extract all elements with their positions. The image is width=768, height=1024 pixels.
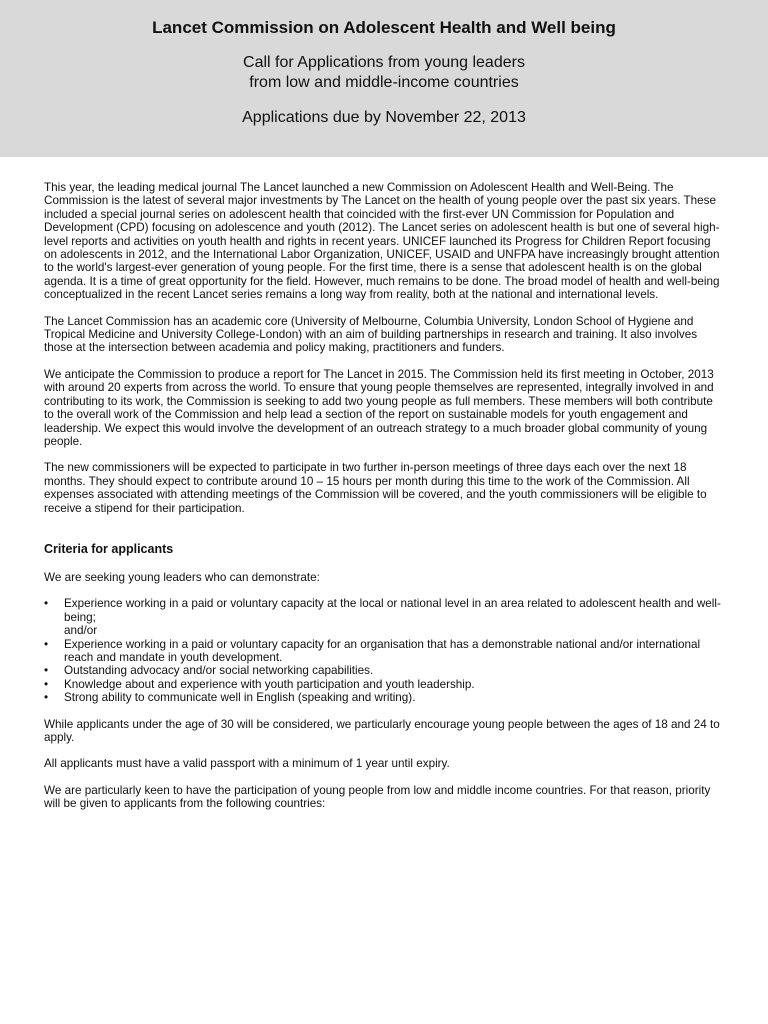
criterion-text: Strong ability to communicate well in English (speaking and writing).: [64, 691, 416, 705]
commitment-paragraph: The new commissioners will be expected to participate in two further in-person meetings of three days each over the next 18 months. They should expect to contribute around 10 – 15 hours per month during this time to the work of the Commission. All expenses associated with attending meetings of the Commission will be covered, and the youth commissioners will be eligible to receive a stipend for their participation.: [44, 461, 707, 515]
bullet: •: [44, 597, 49, 611]
academic-core-paragraph: The Lancet Commission has an academic core (University of Melbourne, Columbia University, London School of Hygiene and Tropical Medicine and University College-London) with an aim of building partnerships in research and training. It also involves those at the intersection between academia and policy making, practitioners and funders.: [44, 314, 698, 355]
priority-note: We are particularly keen to have the participation of young people from low and middle income countries. For that reason, priority will be given to applicants from the following countries:: [44, 783, 711, 811]
report-paragraph: We anticipate the Commission to produce a report for The Lancet in 2015. The Commission held its first meeting in October, 2013 with around 20 experts from across the world. To ensure that young people themselves are represented, integrally involved in and contributing to its work, the Commission is seeking to add two young people as full members. These members will both contribute to the overall work of the Commission and help lead a section of the report on sustainable models for youth engagement and leadership. We expect this would involve the development of an outreach strategy to a much broader global community of young people.: [44, 367, 714, 448]
list-item: [44, 638, 724, 665]
list-item: [44, 597, 724, 637]
list-item: [44, 678, 724, 691]
criteria-list: [44, 597, 724, 704]
age-note: While applicants under the age of 30 will be considered, we particularly encourage young people between the ages of 18 and 24 to apply.: [44, 717, 720, 744]
due-date: Applications due by November 22, 2013: [242, 109, 526, 126]
criterion-text: Experience working in a paid or voluntary capacity for an organisation that has a demonstrable national and/or international reach and mandate in youth development.: [64, 637, 701, 664]
subtitle-line-2: from low and middle-income countries: [249, 74, 519, 91]
list-item: [44, 664, 724, 677]
intro-paragraph: This year, the leading medical journal The Lancet launched a new Commission on Adolescent Health and Well-Being. The Commission is the latest of several major investments by The Lancet on the health of young people over the past six years. These included a special journal series on adolescent health that coincided with the first-ever UN Commission for Population and Development (CPD) focusing on adolescence and youth (2012). The Lancet series on adolescent health is but one of several high-level reports and activities on youth health and rights in recent years. UNICEF launched its Progress for Children Report focusing on adolescents in 2012, and the International Labor Organization, UNICEF, USAID and UNFPA have increasingly brought attention to the world's largest-ever generation of young people. For the first time, there is a sense that adolescent health is on the global agenda. It is a time of great opportunity for the field. However, much remains to be done. The broad model of health and well-being conceptualized in the recent Lancet series remains a long way from reality, both at the national and international levels.: [44, 181, 720, 302]
call-for-applications: [0, 53, 768, 93]
subtitle-line-1: Call for Applications from young leaders: [243, 54, 525, 71]
and-or-connector: and/or: [64, 624, 98, 638]
bullet: •: [44, 637, 49, 651]
criteria-heading: Criteria for applicants: [44, 541, 174, 556]
document-body: [0, 157, 768, 811]
criteria-intro: We are seeking young leaders who can demonstrate:: [44, 570, 320, 584]
criterion-text: Experience working in a paid or voluntary capacity at the local or national level in an area related to adolescent health and well-being;: [64, 597, 721, 624]
list-item: [44, 691, 724, 704]
criterion-text: Knowledge about and experience with youth participation and youth leadership.: [64, 677, 475, 691]
passport-note: All applicants must have a valid passport with a minimum of 1 year until expiry.: [44, 757, 450, 771]
bullet: •: [44, 664, 49, 678]
bullet: •: [44, 691, 49, 705]
document-title: Lancet Commission on Adolescent Health and Well being: [152, 18, 616, 37]
bullet: •: [44, 677, 49, 691]
criterion-text: Outstanding advocacy and/or social networking capabilities.: [64, 664, 374, 678]
header-banner: [0, 0, 768, 157]
